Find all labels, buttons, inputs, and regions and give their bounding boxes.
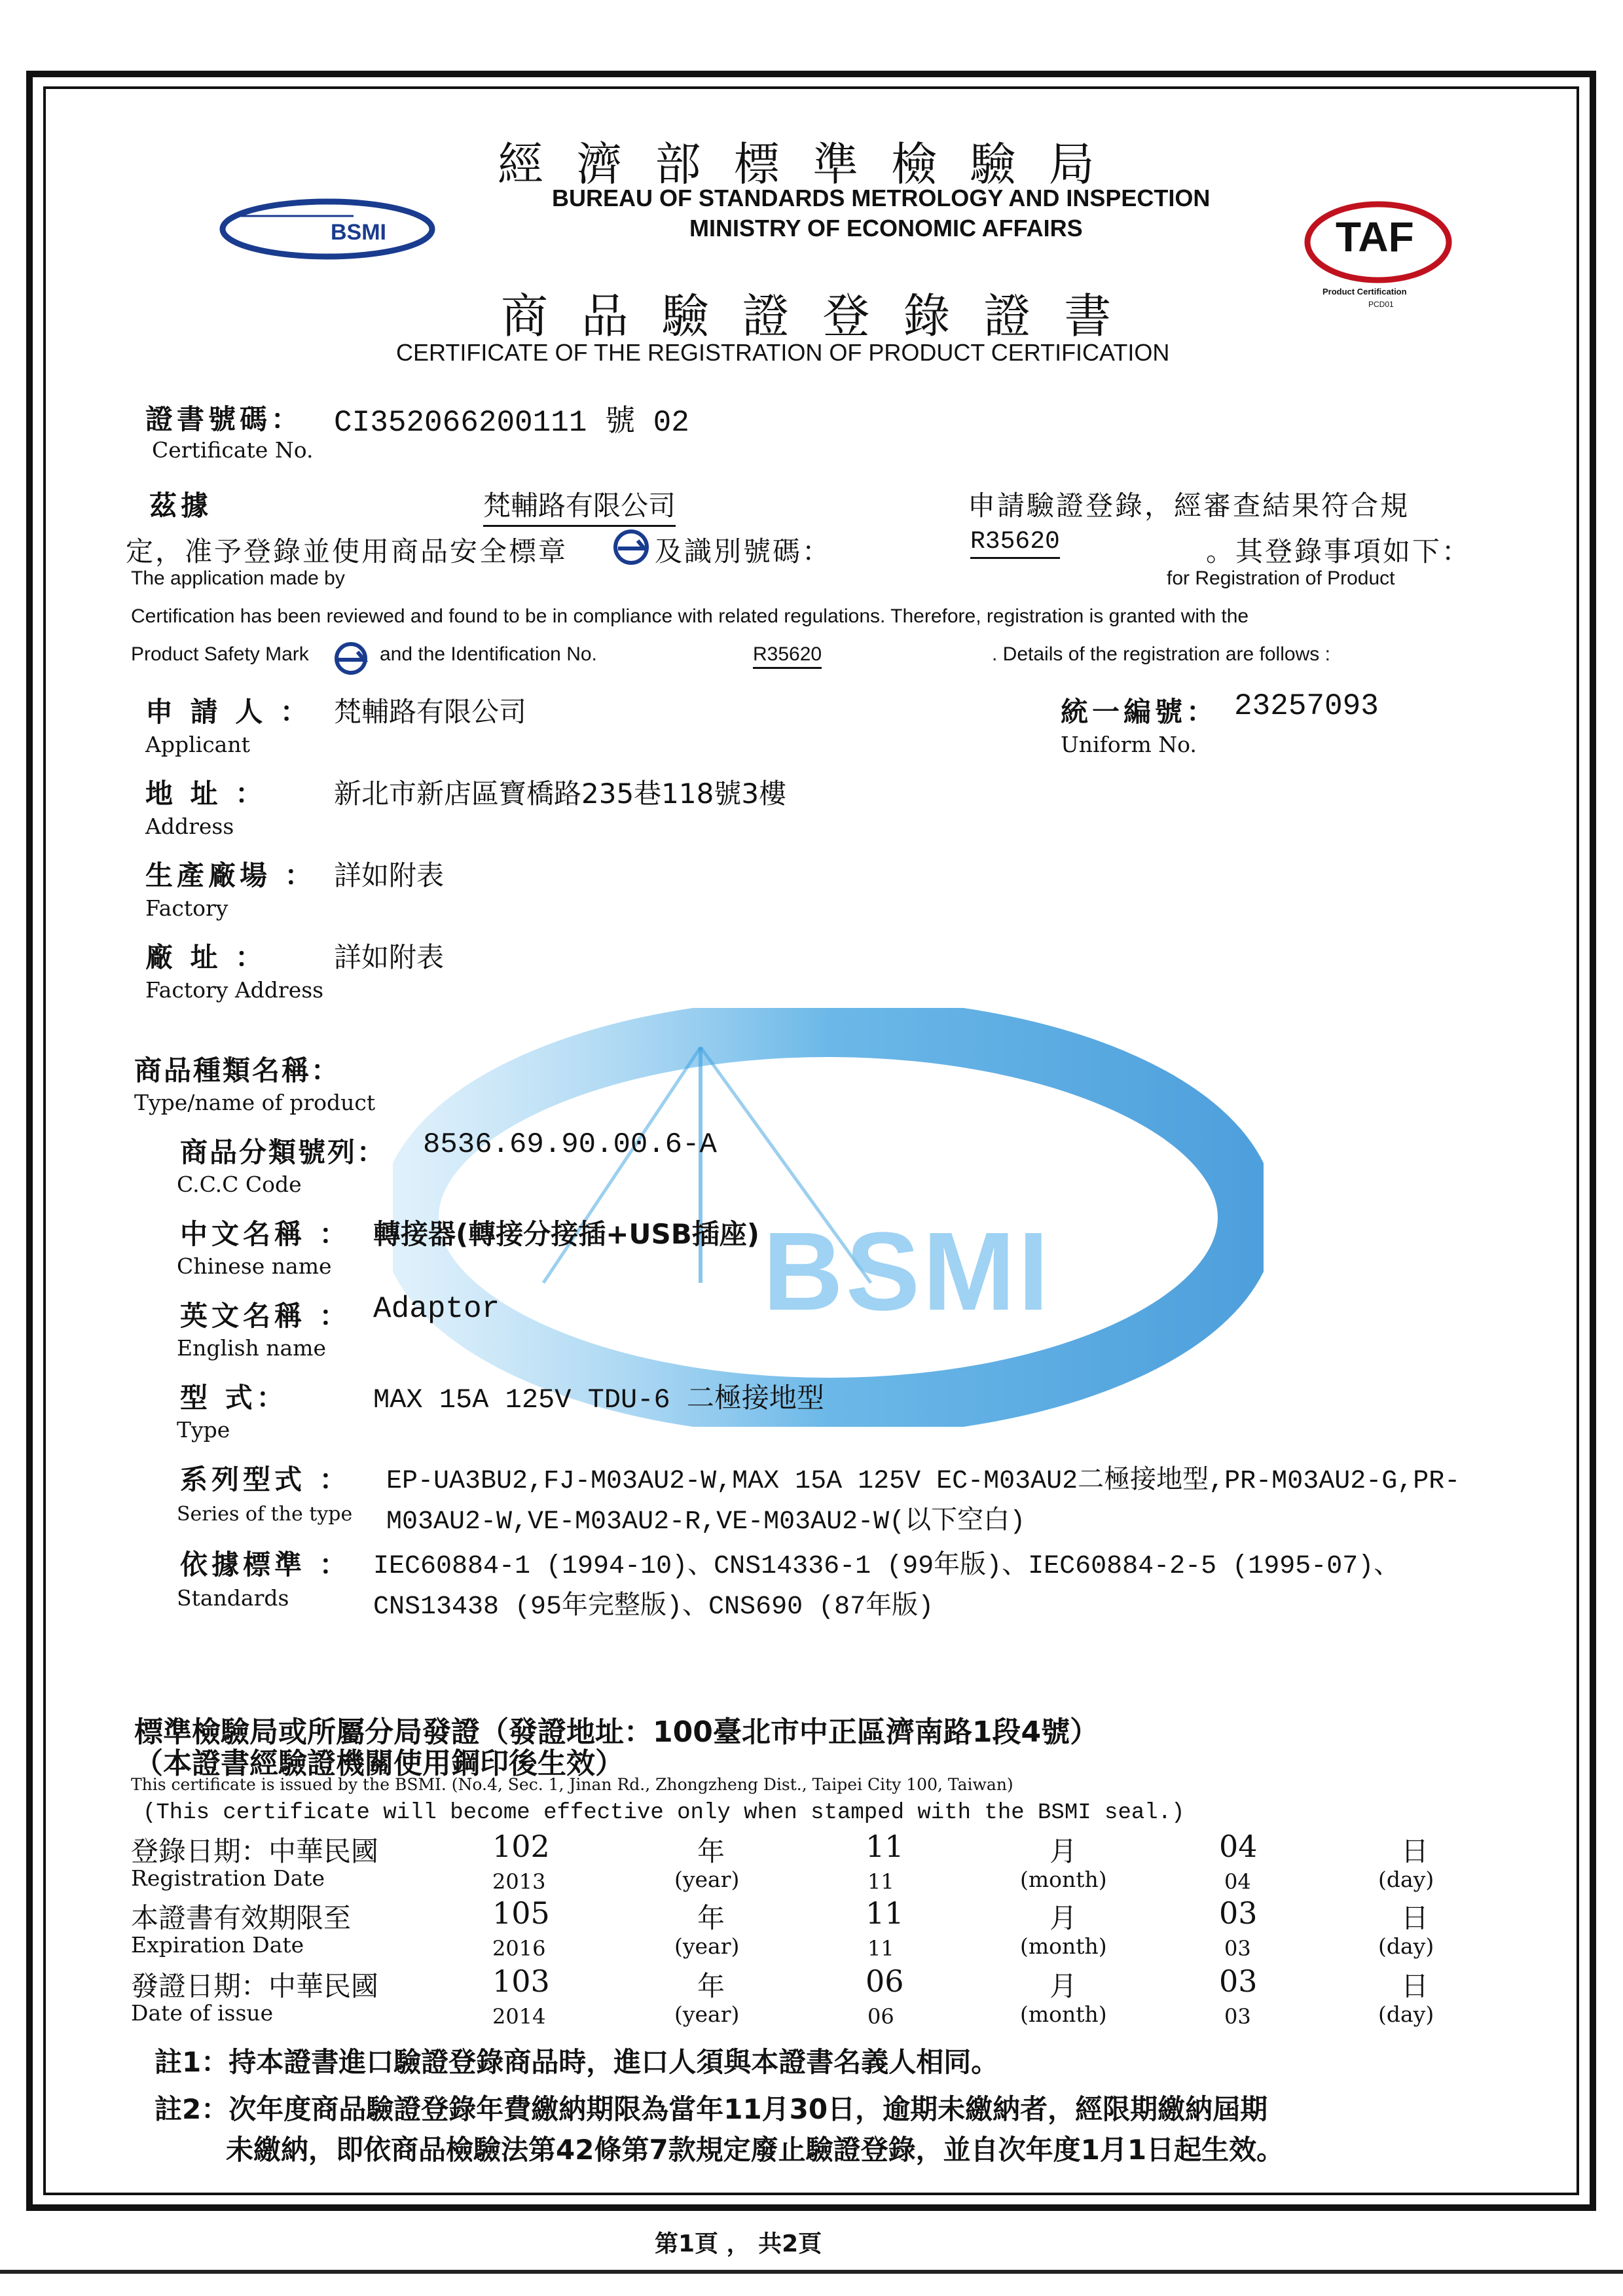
certificate-title-en: CERTIFICATE OF THE REGISTRATION OF PRODUCT CERTIFICATION: [396, 339, 1170, 366]
note-2-line-1: 註2：次年度商品驗證登錄年費繳納期限為當年11月30日，逾期未繳納者，經限期繳納屆期: [155, 2093, 1268, 2125]
issue-date-label-cn: 發證日期：中華民國: [131, 1970, 379, 2002]
taf-sub-2: PCD01: [1368, 300, 1394, 309]
cert-no-label-cn: 證書號碼：: [145, 403, 303, 435]
registration-date-label-cn: 登錄日期：中華民國: [131, 1835, 379, 1867]
registration-date-label-en: Registration Date: [131, 1865, 325, 1891]
registration-year-unit-en: (year): [674, 1867, 740, 1892]
issue-day-en: 03: [1224, 2004, 1251, 2029]
expiration-year-ad: 2016: [492, 1936, 546, 1961]
issuance-line4: (This certificate will become effective only when stamped with the BSMI seal.): [143, 1801, 1185, 1825]
intro-id-no: R35620: [970, 528, 1060, 559]
expiration-year-roc: 105: [492, 1895, 550, 1931]
product-heading-cn: 商品種類名稱：: [134, 1054, 341, 1086]
issue-month-unit-cn: 月: [1049, 1970, 1078, 2002]
address-value: 新北市新店區寶橋路235巷118號3樓: [334, 778, 787, 810]
expiration-month: 11: [866, 1895, 904, 1931]
applicant-value: 梵輔路有限公司: [334, 696, 527, 728]
en-name-label-en: English name: [177, 1335, 327, 1361]
expiration-day: 03: [1219, 1895, 1258, 1931]
expiration-month-unit-en: (month): [1020, 1933, 1107, 1959]
uniform-label-cn: 統一編號：: [1061, 696, 1218, 728]
issuance-line2: （本證書經驗證機關使用鋼印後生效）: [134, 1747, 624, 1780]
intro-en-for-reg: for Registration of Product: [1167, 567, 1395, 589]
issue-month: 06: [866, 1964, 904, 1999]
registration-day-en: 04: [1224, 1869, 1251, 1894]
intro-line1-suffix: 申請驗證登錄，經審查結果符合規: [968, 490, 1410, 522]
taf-sub-1: Product Certification: [1322, 287, 1407, 296]
type-value: MAX 15A 125V TDU-6 二極接地型: [373, 1384, 824, 1416]
agency-title-en-2: MINISTRY OF ECONOMIC AFFAIRS: [689, 215, 1083, 242]
intro-line2-prefix: 定，准予登錄並使用商品安全標章: [126, 535, 568, 567]
factory-address-label-en: Factory Address: [145, 977, 324, 1003]
issuance-line3: This certificate is issued by the BSMI. (No.4, Sec. 1, Jinan Rd., Zhongzheng Dist., Taipei City 100, Taiwan): [131, 1775, 1013, 1794]
expiration-year-unit-en: (year): [674, 1933, 740, 1959]
registration-day-unit-en: (day): [1378, 1867, 1434, 1892]
intro-line2-suffix: 。其登錄事項如下：: [1206, 535, 1472, 567]
standards-label-cn: 依據標準 ：: [180, 1549, 351, 1581]
expiration-month-unit-cn: 月: [1049, 1902, 1078, 1934]
registration-month-unit-cn: 月: [1049, 1835, 1078, 1867]
issue-month-en: 06: [867, 2004, 894, 2029]
intro-prefix: 茲據: [149, 490, 213, 522]
agency-title-cn: 經 濟 部 標 準 檢 驗 局: [498, 137, 1104, 191]
expiration-date-label-cn: 本證書有效期限至: [131, 1902, 352, 1934]
cert-no-value: CI352066200111 號 02: [334, 406, 689, 440]
note-1: 註1：持本證書進口驗證登錄商品時，進口人須與本證書名義人相同。: [155, 2046, 999, 2078]
agency-title-en-1: BUREAU OF STANDARDS METROLOGY AND INSPECTION: [552, 185, 1211, 211]
factory-address-label-cn: 廠 址 ：: [145, 941, 267, 973]
uniform-label-en: Uniform No.: [1061, 732, 1197, 757]
type-label-cn: 型 式：: [180, 1382, 288, 1414]
issuance-line1: 標準檢驗局或所屬分局發證（發證地址：100臺北市中正區濟南路1段4號）: [134, 1715, 1099, 1749]
bottom-rule: [0, 2270, 1623, 2274]
expiration-day-unit-cn: 日: [1401, 1902, 1429, 1934]
series-value-2: M03AU2-W,VE-M03AU2-R,VE-M03AU2-W(以下空白): [386, 1507, 1026, 1537]
issue-day-unit-en: (day): [1378, 2001, 1434, 2027]
intro-en-made-by: The application made by: [131, 567, 345, 589]
safety-mark-icon: [613, 529, 649, 565]
address-label-en: Address: [145, 814, 234, 839]
cn-name-label-en: Chinese name: [177, 1253, 332, 1279]
page-number: 第1頁 ， 共2頁: [655, 2231, 822, 2257]
issue-day: 03: [1219, 1964, 1258, 1999]
series-label-en: Series of the type: [177, 1503, 353, 1526]
intro-en-line3-b: and the Identification No.: [380, 643, 597, 665]
standards-label-en: Standards: [177, 1585, 289, 1611]
issue-date-label-en: Date of issue: [131, 2000, 274, 2026]
issue-year-roc: 103: [492, 1964, 550, 1999]
uniform-value: 23257093: [1234, 689, 1379, 723]
intro-en-line2: Certification has been reviewed and found to be in compliance with related regulations. Therefore, registration is granted with the: [131, 605, 1249, 627]
note-2-line-2: 未繳納，即依商品檢驗法第42條第7款規定廢止驗證登錄，並自次年度1月1日起生效。: [226, 2134, 1285, 2166]
series-value-1: EP-UA3BU2,FJ-M03AU2-W,MAX 15A 125V EC-M03AU2二極接地型,PR-M03AU2-G,PR-: [386, 1467, 1461, 1496]
certificate-title-cn: 商 品 驗 證 登 錄 證 書: [501, 289, 1121, 344]
bsmi-logo-text: BSMI: [331, 220, 386, 245]
cert-no-label-en: Certificate No.: [152, 437, 314, 463]
factory-value: 詳如附表: [334, 859, 445, 891]
safety-mark-icon-small: [333, 640, 369, 677]
ccc-label-cn: 商品分類號列：: [180, 1136, 387, 1168]
expiration-year-unit-cn: 年: [697, 1902, 725, 1934]
taf-logo-text: TAF: [1336, 213, 1414, 260]
registration-day-unit-cn: 日: [1401, 1835, 1429, 1867]
expiration-date-label-en: Expiration Date: [131, 1932, 304, 1958]
type-label-en: Type: [177, 1417, 230, 1443]
registration-month-en: 11: [867, 1869, 894, 1894]
standards-value-2: CNS13438 (95年完整版)、CNS690 (87年版): [373, 1592, 934, 1622]
issue-year-unit-en: (year): [674, 2001, 740, 2027]
expiration-month-en: 11: [867, 1936, 894, 1961]
registration-month: 11: [866, 1829, 904, 1864]
cn-name-value: 轉接器(轉接分接插+USB插座): [373, 1218, 759, 1250]
expiration-day-en: 03: [1224, 1936, 1251, 1961]
applicant-label-en: Applicant: [145, 732, 250, 757]
registration-month-unit-en: (month): [1020, 1867, 1107, 1892]
factory-label-cn: 生產廠場 ：: [145, 859, 316, 891]
registration-year-roc: 102: [492, 1829, 550, 1864]
issue-day-unit-cn: 日: [1401, 1970, 1429, 2002]
en-name-value: Adaptor: [373, 1292, 500, 1326]
en-name-label-cn: 英文名稱 ：: [180, 1300, 351, 1332]
issue-year-unit-cn: 年: [697, 1970, 725, 2002]
watermark-text: BSMI: [763, 1210, 1051, 1334]
registration-year-ad: 2013: [492, 1869, 546, 1894]
standards-value-1: IEC60884-1 (1994-10)、CNS14336-1 (99年版)、IEC60884-2-5 (1995-07)、: [373, 1552, 1400, 1581]
expiration-day-unit-en: (day): [1378, 1933, 1434, 1959]
intro-en-line3-a: Product Safety Mark: [131, 643, 309, 665]
ccc-value: 8536.69.90.00.6-A: [423, 1128, 717, 1161]
address-label-cn: 地 址 ：: [145, 778, 267, 810]
registration-year-unit-cn: 年: [697, 1835, 725, 1867]
issue-month-unit-en: (month): [1020, 2001, 1107, 2027]
ccc-label-en: C.C.C Code: [177, 1172, 302, 1197]
intro-line2-mid: 及識別號碼：: [655, 535, 832, 567]
factory-label-en: Factory: [145, 895, 228, 921]
applicant-label-cn: 申 請 人 ：: [145, 696, 312, 728]
issue-year-ad: 2014: [492, 2004, 546, 2029]
registration-day: 04: [1219, 1829, 1258, 1864]
product-heading-en: Type/name of product: [134, 1090, 376, 1115]
intro-en-line3-c: . Details of the registration are follows :: [992, 643, 1330, 665]
series-label-cn: 系列型式 ：: [180, 1463, 351, 1496]
intro-applicant-name: 梵輔路有限公司: [483, 484, 676, 527]
intro-en-line3-id: R35620: [753, 643, 822, 669]
factory-address-value: 詳如附表: [334, 941, 445, 973]
cn-name-label-cn: 中文名稱 ：: [180, 1218, 351, 1250]
